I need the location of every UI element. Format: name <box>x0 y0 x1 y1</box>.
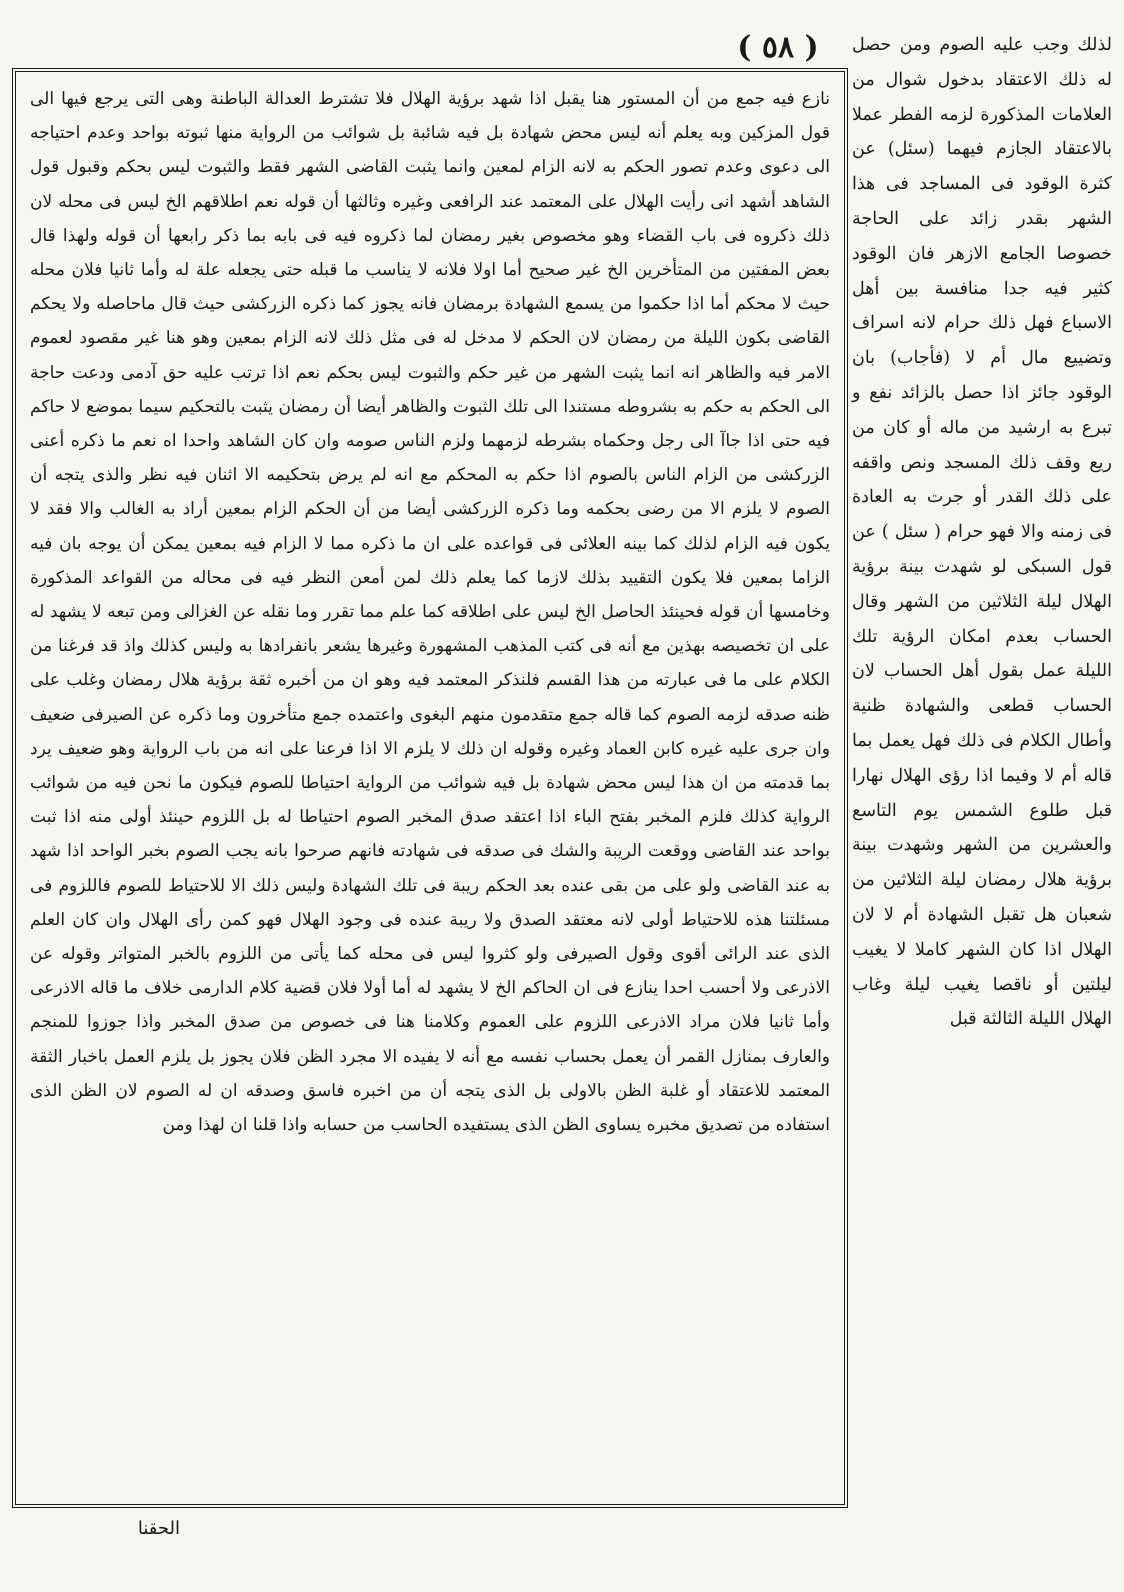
margin-paragraph: لذلك وجب عليه الصوم ومن حصل له ذلك الاعتقاد بدخول شوال من العلامات المذكورة لزمه الفطر عملا بالاعتقاد الجازم فيهما (سئل) عن كثرة الوقود فى المساجد فى هذا الشهر بقدر زائد على الحاجة خصوصا الجامع الازهر فان الوقود كثير فيه جدا منافسة بين أهل الاسباع فهل ذلك حرام لانه اسراف وتضييع مال أم لا (فأجاب) بان الوقود جائز اذا حصل بالزائد نفع و تبرع به ارشيد من ماله أو كان من ريع وقف ذلك المسجد ونص واقفه على ذلك القدر أو جرت به العادة فى زمنه والا فهو حرام ( سئل ) عن قول السبكى لو شهدت بينة برؤية الهلال ليلة الثلاثين من الشهر وقال الحساب بعدم امكان الرؤية تلك الليلة عمل بقول أهل الحساب لان الحساب قطعى والشهادة ظنية وأطال الكلام فى ذلك فهل يعمل بما قاله أم لا وفيما اذا رؤى الهلال نهارا قبل طلوع الشمس يوم التاسع والعشرين من الشهر وشهدت بينة برؤية هلال رمضان ليلة الثلاثين من شعبان هل تقبل الشهادة أم لا لان الهلال اذا كان الشهر كاملا لا يغيب ليلتين أو ناقصا يغيب ليلة وغاب الهلال الليلة الثالثة قبل <box>852 35 1112 1030</box>
main-paragraph: نازع فيه جمع من أن المستور هنا يقبل اذا شهد برؤية الهلال فلا تشترط العدالة الباطنة وهى التى يرجع فيها الى قول المزكين وبه يعلم أنه ليس محض شهادة بل فيه شائبة بل شوائب من الرواية منها ثبوته بواحد وعدم احتياجه الى دعوى وعدم تصور الحكم به لانه الزام لمعين وانما يثبت القاضى الشهر فقط والثبوت ليس بحكم وقبول قول الشاهد أشهد انى رأيت الهلال على المعتمد عند الرافعى وغيره وثالثها أن قوله نعم اطلاقهم الخ ليس فى محله لان ذلك ذكروه فى باب القضاء وهو مخصوص بغير رمضان لما ذكروه فيه فى بابه بما ذكر رابعها أن قوله ولهذا قال بعض المفتين من المتأخرين الخ غير صحيح أما اولا فلانه لا يناسب ما قبله حتى يجعله علة له وأما ثانيا فلان محله حيث لا محكم أما اذا حكموا من يسمع الشهادة برمضان فانه يجوز كما ذكره الزركشى حيث قال ماحاصله ولا يحكم القاضى بكون الليلة من رمضان لان الحكم لا مدخل له فى مثل ذلك لانه الزام بمعين وهو هنا غير مقصود لعموم الامر فيه والظاهر انه انما يثبت الشهر من غير حكم والثبوت ليس بحكم نعم اذا ترتب عليه حق آدمى ودعت حاجة الى الحكم به حكم به بشروطه مستندا الى تلك الثبوت والظاهر أيضا أن رمضان يثبت بالتحكيم سيما بموضع لا حاكم فيه حتى اذا جاآ الى رجل وحكماه بشرطه لزمهما ولزم الناس صومه وان كان الشاهد واحدا اه نعم ما ذكره أعنى الزركشى من الزام الناس بالصوم اذا حكم به المحكم مع انه لم يرض بتحكيمه الا اثنان فيه نظر والذى يتجه أن الصوم لا يلزم الا من رضى بحكمه وما ذكره الزركشى أيضا من أن الحكم الزام بمعين أراد به الغالب والا فقد لا يكون فيه الزام لذلك كما بينه العلائى فى قواعده على ان ما ذكره مما لا الزام فيه بمعين يمكن أن يوجه بان فيه الزاما بمعين فلا يكون التقييد بذلك لازما كما يعلم ذلك لمن أمعن النظر فيه فى محاله من القواعد المذكورة وخامسها أن قوله فحينئذ الحاصل الخ ليس على اطلاقه كما علم مما تقرر وما نقله عن الغزالى ومن تبعه لا يشهد له على ان تخصيصه بهذين مع أنه فى كتب المذهب المشهورة وغيرها يشعر بانفرادها به وليس كذلك واذ قد فرغنا من الكلام على ما فى عبارته من هذا القسم فلنذكر المعتمد فيه وهو ان من أخبره ثقة برؤية هلال رمضان وغلب على ظنه صدقه لزمه الصوم كما قاله جمع متقدمون منهم البغوى واعتمده جمع متأخرون وما ذكره عن الصيرفى ضعيف وان جرى عليه غيره كابن العماد وغيره وقوله ان ذلك لا يلزم الا اذا فرعنا على انه من باب الرواية وهو ضعيف يرد بما قدمته من ان هذا ليس محض شهادة بل فيه شوائب من الرواية احتياطا للصوم فيكون ما نحن فيه من شوائب الرواية كذلك فلزم المخبر بفتح الباء اذا اعتقد صدق المخبر الصوم احتياطا له بل اللزوم حينئذ أولى منه اذا ثبت بواحد عند القاضى ووقعت الريبة والشك فى صدقه فى شهادته فانهم صرحوا بانه يجب الصوم بخبر الواحد اذا شهد به عند القاضى ولو على من بقى عنده بعد الحكم ريبة فى تلك الشهادة وليس ذلك الا للاحتياط للصوم فاللزوم فى مسئلتنا هذه للاحتياط أولى لانه معتقد الصدق ولا ريبة عنده فى وجود الهلال فهو كمن رأى الهلال وان كان العلم الذى عند الرائى أقوى وقول الصيرفى ولو كثروا ليس فى محله كما يأتى من اللزوم بالخبر المتواتر وقوله عن الاذرعى ولا أحسب احدا ينازع فى ان الحاكم الخ لا يشهد له أما أولا فلان قضية كلام الدارمى خلاف ما قاله الاذرعى وأما ثانيا فلان مراد الاذرعى اللزوم على العموم وكلامنا هنا فى خصوص من صدق المخبر واذا جوزوا للمنجم والعارف بمنازل القمر أن يعمل بحساب نفسه مع أنه لا يفيده الا مجرد الظن فلان يجوز بل يلزم العمل باخبار الثقة المعتمد للاعتقاد أو غلبة الظن بالاولى بل الذى يتجه أن من اخبره فاسق وصدقه ان له الصوم لان الظن الذى استفاده من تصديق مخبره يساوى الظن الذى يستفيده الحاسب من حسابه واذا قلنا ان لهذا ومن <box>30 89 830 1136</box>
main-text-frame <box>12 68 848 1508</box>
catchword: الحقنا <box>137 1518 180 1539</box>
margin-column <box>852 28 1112 1037</box>
page-number: ( ٥٨ ) <box>737 30 819 65</box>
main-text <box>30 82 830 1142</box>
